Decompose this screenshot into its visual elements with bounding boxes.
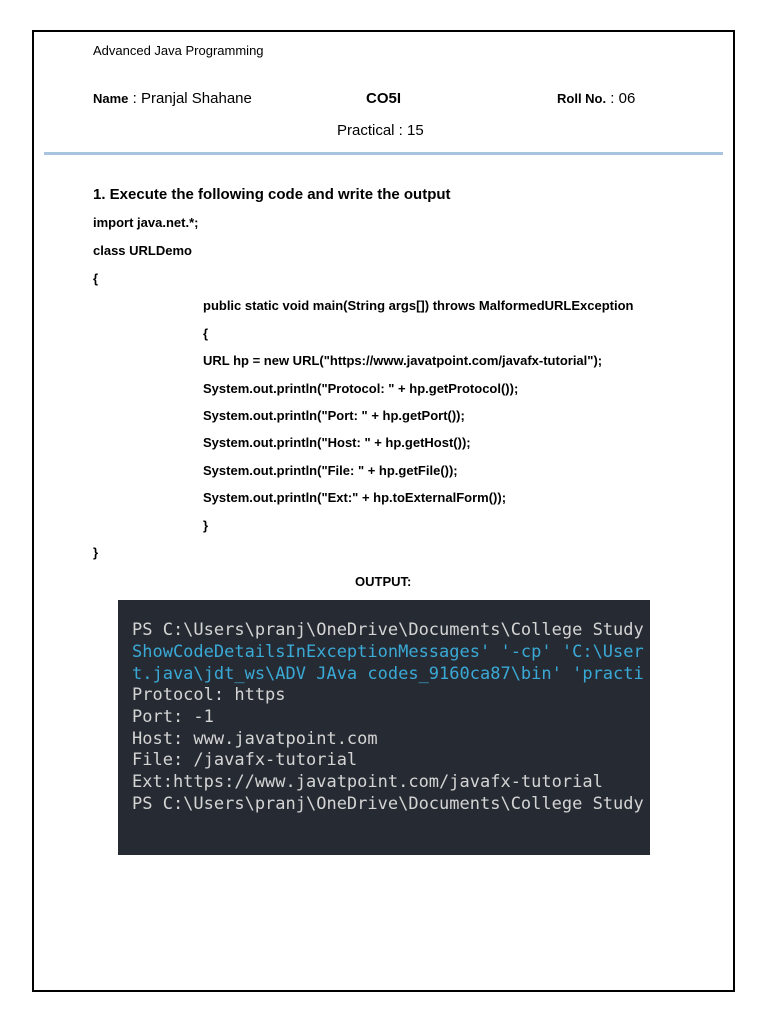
code-line: import java.net.*; bbox=[93, 215, 199, 230]
code-line: System.out.println("Host: " + hp.getHost()); bbox=[203, 435, 471, 450]
code-line: System.out.println("File: " + hp.getFile()); bbox=[203, 463, 458, 478]
course-title: Advanced Java Programming bbox=[93, 43, 264, 58]
code-line: class URLDemo bbox=[93, 243, 192, 258]
code-line: { bbox=[93, 271, 99, 286]
code-line: URL hp = new URL("https://www.javatpoint.com/javafx-tutorial"); bbox=[203, 353, 603, 368]
code-line: System.out.println("Port: " + hp.getPort()); bbox=[203, 408, 465, 423]
terminal-line: Protocol: https bbox=[132, 685, 286, 705]
terminal-line: Ext:https://www.javatpoint.com/javafx-tutorial bbox=[132, 772, 603, 792]
code-line: } bbox=[203, 518, 209, 533]
practical-number: Practical : 15 bbox=[337, 122, 424, 139]
code-line: System.out.println("Protocol: " + hp.getProtocol()); bbox=[203, 381, 519, 396]
terminal-line: t.java\jdt_ws\ADV JAva codes_9160ca87\bin' 'practi bbox=[132, 664, 644, 684]
student-name bbox=[93, 90, 252, 108]
header-divider bbox=[44, 152, 723, 155]
code-line: System.out.println("Ext:" + hp.toExternalForm()); bbox=[203, 490, 507, 505]
terminal-line: Host: www.javatpoint.com bbox=[132, 729, 378, 749]
roll-value: 06 bbox=[618, 90, 636, 107]
terminal-line: PS C:\Users\pranj\OneDrive\Documents\College Study bbox=[132, 620, 644, 640]
code-line: } bbox=[93, 545, 99, 560]
class-code: CO5I bbox=[366, 90, 402, 107]
code-line: public static void main(String args[]) throws MalformedURLException bbox=[203, 298, 634, 313]
roll-separator: : bbox=[606, 90, 619, 107]
name-separator: : bbox=[128, 90, 141, 107]
roll-label: Roll No. bbox=[557, 91, 607, 106]
output-label: OUTPUT: bbox=[355, 574, 412, 589]
terminal-line: ShowCodeDetailsInExceptionMessages' '-cp' 'C:\User bbox=[132, 642, 644, 662]
question-heading: 1. Execute the following code and write the output bbox=[93, 186, 451, 203]
name-value: Pranjal Shahane bbox=[140, 90, 252, 107]
terminal-line: PS C:\Users\pranj\OneDrive\Documents\College Study bbox=[132, 794, 644, 814]
terminal-screenshot bbox=[118, 600, 650, 855]
terminal-line: File: /javafx-tutorial bbox=[132, 750, 358, 770]
roll-number bbox=[557, 90, 635, 108]
terminal-line: Port: -1 bbox=[132, 707, 214, 727]
code-line: { bbox=[203, 326, 209, 341]
name-label: Name bbox=[93, 91, 129, 106]
